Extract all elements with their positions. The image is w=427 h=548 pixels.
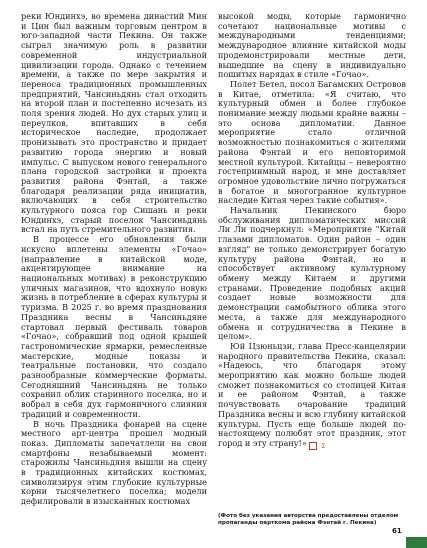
article-column-right	[218, 12, 406, 450]
paragraph: реки Юндинхэ, во времена династий Мин и Цин был важным торговым центром в юго-западной части Пекина. Он также сыграл значимую роль в развитии современной индустриальной цивилизации города. Однако с течением времени, а также по мере закрытия и переноса традиционных промышленных предприятий, Чансиньдянь стал отходить на второй план и постепенно исчезать из поля зрения людей. Но дух старых улиц и переулков, впитавших в себя историческое наследие, продолжает пронизывать это пространство и придает развитию города энергию и новый импульс. С выпуском нового генерального плана городской застройки и проекта развития района Фэнтай, а также благодаря реализации ряда инициатив, включающих в себя строительство культурного пояса гор Сишань и реки Юндинхэ, старый поселок Чансиньдянь встал на путь стремительного развития.	[21, 11, 207, 235]
article-end-mark-icon: ∑	[309, 442, 317, 450]
paragraph-final-text: Юй Цзюньцзи, глава Пресс-канцелярии народного правительства Пекина, сказал: «Надеюсь, что благодаря этому мероприятию как можно больше людей сможет познакомиться со столицей Китая и ее районом Фэнтай, а также почувствовать очарование традиций Праздника весны и всю глубину китайской культуры. Пусть еще больше людей по-настоящему полюбят этот праздник, этот город и эту страну!»	[218, 340, 406, 448]
paragraph: В процессе его обновления были искусно вплетены элементы «Гочао» (направление в китайской моде, акцентирующее внимание на национальных мотивах) в реконструкцию уличных магазинов, что вдохнуло новую жизнь в потребление в сферах культуры и туризма. В 2025 г. во время празднования Праздника весны в Чансиньдяне стартовал первый фестиваль товаров «Гочао», собравший под одной крышей гастрономические ярмарки, ремесленные мастерские, модные показы и театральные постановки, что создало разнообразные коммерческие форматы. Сегодняшний Чансиньдянь не только сохранил облик старинного поселка, но и вобрал в себя дух гармоничного слияния традиций и современности.	[21, 234, 207, 419]
article-column-left	[21, 12, 207, 507]
page-number: 61	[392, 527, 402, 535]
paragraph: Полет Бетел, посол Багамских Островов в Китае, отметила: «Я считаю, что культурный обмен и более глубокое понимание между людьми крайне важны – это основа дипломатии. Данное мероприятие стало отличной возможностью познакомиться с жителями района Фэнтай и его неповторимой местной культурой. Китайцы – невероятно гостеприимный народ, и мне доставляет огромное удовольствие лично погружаться в богатое и многогранное культурное наследие Китая через такие события».	[218, 78, 406, 206]
paragraph-final	[218, 342, 406, 450]
photo-credit-caption: (Фото без указания авторства предоставлены отделом пропаганды парткома района Фэнтай г. Пекина)	[218, 513, 399, 526]
paragraph: Начальник Пекинского бюро обслуживания дипломатических миссий Ли Ли подчеркнул: «Мероприятие "Китай глазами дипломатов. Один район – один взгляд" не только демонстрирует богатую культуру района Фэнтай, но и способствует активному культурному обмену между Китаем и другими странами. Проведение подобных акций создает новые возможности для демонстрации самобытного облика этого места, а также для международного обмена и сотрудничества в Пекине в целом».	[218, 205, 406, 342]
paragraph: высокой моды, которые гармонично сочетают национальные мотивы с международными тенденциями; международное влияние китайской моды продемонстрировали местные дети, вышедшие на сцену в индивидуально пошитых нарядах в стиле «Гочао».	[218, 11, 406, 80]
page-corner-accent-bar	[406, 537, 427, 548]
paragraph: В ночь Праздника фонарей на сцене местного арт-центра прошел модный показ. Дипломаты запечатлели на свои смартфоны незабываемый момент: старожилы Чансиньдяня вышли на сцену в традиционных китайских костюмах, символизируя этим глубокие культурные корни тысячелетнего поселка; модели дефилировали в изысканных костюмах	[21, 418, 207, 507]
